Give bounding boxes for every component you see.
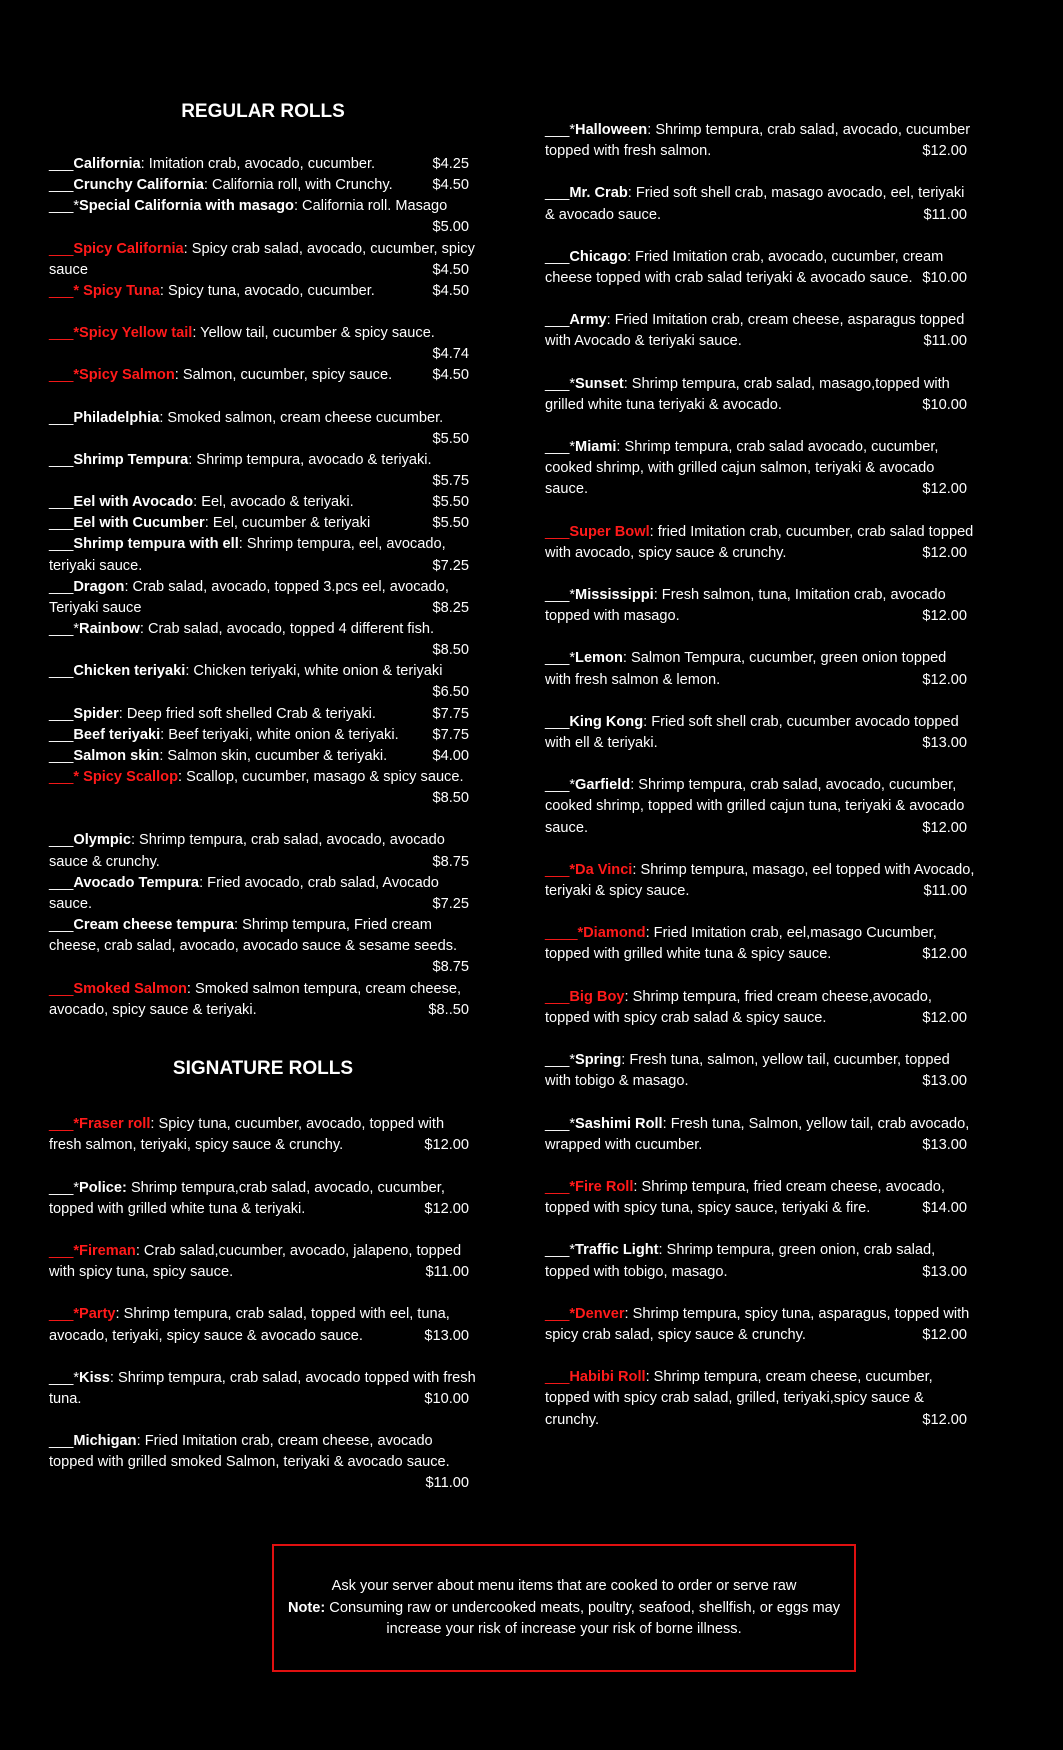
item-name: Beef teriyaki [73, 726, 161, 743]
item-name: Garfield [575, 777, 631, 794]
spacer [49, 1283, 477, 1304]
item-name: *Fraser roll [73, 1116, 151, 1133]
item-prefix: ___* [49, 1179, 80, 1196]
item-name: Big Boy [569, 988, 625, 1005]
item-name: *Fire Roll [569, 1178, 634, 1195]
item-price: $12.00 [922, 671, 967, 688]
item-name: Chicago [569, 248, 627, 265]
item-description: : Scallop, cucumber, masago & spicy sauce. [178, 769, 464, 786]
item-description: : Salmon, cucumber, spicy sauce. [174, 367, 393, 384]
item-name: Philadelphia [73, 409, 160, 426]
item-prefix: ___ [545, 1369, 570, 1386]
item-price: $4.74 [432, 346, 469, 363]
item-name: Spring [575, 1052, 622, 1069]
item-price: $8..50 [428, 1001, 469, 1018]
item-prefix: ___ [49, 515, 74, 532]
spacer [545, 289, 975, 310]
spacer [545, 839, 975, 860]
item-description: : Fried Imitation crab, eel,masago Cucumber, topped with grilled white tuna & spicy sauce. [545, 925, 937, 963]
item-price: $12.00 [922, 1009, 967, 1026]
item-price: $5.75 [432, 472, 469, 489]
item-description: : Eel, avocado & teriyaki. [193, 494, 354, 511]
spacer [545, 902, 975, 923]
spacer [545, 226, 975, 247]
item-price: $8.50 [432, 790, 469, 807]
item-prefix: ___* [49, 198, 80, 215]
item-description: : Shrimp tempura, crab salad, avocado, avocado sauce & crunchy. [49, 832, 445, 870]
item-prefix: ___* [49, 621, 80, 638]
item-description: : Shrimp tempura, eel, avocado, teriyaki sauce. [49, 536, 446, 574]
item-name: King Kong [569, 713, 644, 730]
signature-rolls-list [49, 1114, 477, 1494]
item-description: : Shrimp tempura, fried cream cheese,avocado, topped with spicy crab salad & spicy sauce. [545, 988, 932, 1026]
item-prefix: ___ [49, 494, 74, 511]
item-name: Lemon [575, 650, 623, 667]
item-name: Traffic Light [575, 1242, 659, 1259]
menu-item [545, 522, 975, 564]
item-price: $6.50 [432, 684, 469, 701]
item-name: *Party [73, 1306, 116, 1323]
menu-item [545, 374, 975, 416]
item-prefix: ___ [49, 283, 74, 300]
item-price: $11.00 [425, 1475, 469, 1492]
note-text: Consuming raw or undercooked meats, poultry, seafood, shellfish, or eggs may increase your risk of increase your risk of borne illness. [325, 1599, 841, 1637]
item-description: : Shrimp tempura, green onion, crab salad, topped with tobigo, masago. [545, 1242, 936, 1280]
item-price: $4.50 [432, 367, 469, 384]
menu-item [545, 183, 975, 225]
item-name: Kiss [79, 1369, 110, 1386]
item-prefix: ___ [49, 705, 74, 722]
item-description: : Deep fried soft shelled Crab & teriyaki. [118, 705, 376, 722]
menu-item [49, 1304, 477, 1346]
item-name: *Fireman [73, 1242, 136, 1259]
menu-item [49, 725, 477, 746]
item-description: : Shrimp tempura, cream cheese, cucumber, topped with spicy crab salad, grilled, teriyaki,spicy sauce & crunchy. [545, 1369, 933, 1428]
spacer [545, 1283, 975, 1304]
item-price: $12.00 [922, 1326, 967, 1343]
spacer [49, 1220, 477, 1241]
item-price: $11.00 [425, 1264, 469, 1281]
item-price: $7.25 [432, 896, 469, 913]
item-prefix: ___* [545, 1242, 576, 1259]
item-price: $5.50 [432, 430, 469, 447]
item-prefix: ___ [49, 451, 74, 468]
item-description: : California roll. Masago [293, 198, 448, 215]
item-name: Rainbow [79, 621, 140, 638]
item-price: $14.00 [922, 1200, 967, 1217]
regular-rolls-title: REGULAR ROLLS [181, 101, 345, 122]
spacer [545, 691, 975, 712]
spacer [545, 353, 975, 374]
menu-item [545, 1050, 975, 1092]
item-name: Miami [575, 439, 617, 456]
item-description: : Spicy tuna, avocado, cucumber. [159, 283, 375, 300]
menu-item [49, 767, 477, 809]
item-description: : Fried soft shell crab, masago avocado, eel, teriyaki & avocado sauce. [545, 185, 965, 223]
item-description: : Yellow tail, cucumber & spicy sauce. [192, 325, 435, 342]
item-description: : Chicken teriyaki, white onion & teriyaki [185, 663, 443, 680]
item-description: : Shrimp tempura, crab salad, masago,topped with grilled white tuna teriyaki & avocado. [545, 375, 950, 413]
item-price: $12.00 [922, 481, 967, 498]
item-prefix: ___ [545, 1305, 570, 1322]
item-name: *Spicy Yellow tail [73, 325, 193, 342]
item-name: Mississippi [575, 587, 654, 604]
menu-item [49, 619, 477, 661]
item-description: : Shrimp tempura, spicy tuna, asparagus, topped with spicy crab salad, spicy sauce & crunchy. [545, 1305, 970, 1343]
menu-item [49, 154, 477, 175]
item-prefix: ___ [49, 1306, 74, 1323]
item-prefix: ___ [49, 769, 74, 786]
item-price: $12.00 [424, 1137, 469, 1154]
item-name: * Spicy Tuna [73, 283, 160, 300]
item-description: : Shrimp tempura, crab salad, avocado, cucumber topped with fresh salmon. [545, 122, 971, 160]
item-price: $10.00 [922, 270, 967, 287]
spacer [545, 754, 975, 775]
item-description: : Crab salad, avocado, topped 4 different fish. [139, 621, 435, 638]
item-name: *Spicy Salmon [73, 367, 175, 384]
item-description: : Fresh tuna, Salmon, yellow tail, crab avocado, wrapped with cucumber. [545, 1115, 970, 1153]
item-name: Chicken teriyaki [73, 663, 186, 680]
item-prefix: ___ [49, 832, 74, 849]
spacer [545, 1346, 975, 1367]
menu-item [545, 987, 975, 1029]
item-name: California [73, 156, 141, 172]
menu-item [49, 1114, 477, 1156]
item-prefix: ___* [545, 439, 576, 456]
menu-item [49, 513, 477, 534]
item-name: Spicy California [73, 240, 184, 257]
item-price: $10.00 [922, 396, 967, 413]
menu-item [49, 365, 477, 386]
menu-item [545, 120, 975, 162]
item-price: $12.00 [922, 544, 967, 561]
item-name: Crunchy California [73, 177, 204, 194]
item-prefix: ___ [49, 663, 74, 680]
menu-item [49, 281, 477, 302]
item-prefix: ___ [545, 312, 570, 329]
menu-item [49, 323, 477, 365]
menu-item [545, 1367, 975, 1431]
menu-item [49, 492, 477, 513]
item-name: Sashimi Roll [575, 1115, 663, 1132]
item-name: Cream cheese tempura [73, 917, 234, 934]
item-prefix: ___* [545, 587, 576, 604]
item-name: *Denver [569, 1305, 625, 1322]
item-name: Dragon [73, 578, 125, 595]
item-name: Olympic [73, 832, 131, 849]
item-price: $12.00 [922, 608, 967, 625]
item-price: $12.00 [424, 1200, 469, 1217]
spacer [49, 1410, 477, 1431]
spacer [545, 501, 975, 522]
item-price: $5.50 [432, 494, 469, 511]
item-description: : Eel, cucumber & teriyaki [204, 515, 371, 532]
item-price: $12.00 [922, 143, 967, 160]
item-prefix: ___* [545, 375, 576, 392]
item-price: $12.00 [922, 1411, 967, 1428]
item-description: : Fresh tuna, salmon, yellow tail, cucumber, topped with tobigo & masago. [545, 1052, 950, 1090]
item-prefix: ___ [49, 1242, 74, 1259]
item-price: $4.50 [432, 283, 469, 300]
menu-item [545, 712, 975, 754]
menu-item [49, 746, 477, 767]
item-prefix: ___ [49, 578, 74, 595]
spacer [545, 564, 975, 585]
menu-item [49, 577, 477, 619]
spacer [49, 809, 477, 830]
item-name: Smoked Salmon [73, 980, 187, 997]
item-prefix: ___ [545, 1178, 570, 1195]
menu-item [545, 1304, 975, 1346]
item-description: : Smoked salmon, cream cheese cucumber. [159, 409, 444, 426]
menu-item [49, 1178, 477, 1220]
item-prefix: ___ [49, 156, 74, 172]
item-price: $8.50 [432, 642, 469, 659]
item-description: : Shrimp tempura, crab salad, avocado, cucumber, cooked shrimp, topped with grilled cajun tuna, teriyaki & avocado sauce. [545, 777, 965, 836]
item-price: $12.00 [922, 819, 967, 836]
item-prefix: ___ [49, 240, 74, 257]
item-name: * Spicy Scallop [73, 769, 178, 786]
item-price: $4.50 [432, 177, 469, 194]
item-prefix: ___ [49, 409, 74, 426]
item-prefix: ___ [49, 874, 74, 891]
item-price: $5.50 [432, 515, 469, 532]
item-prefix: ___ [49, 177, 74, 194]
item-price: $13.00 [922, 1136, 967, 1153]
item-price: $7.75 [432, 726, 469, 743]
menu-item [49, 661, 477, 703]
item-price: $7.75 [432, 705, 469, 722]
spacer [49, 1157, 477, 1178]
item-price: $5.00 [432, 219, 469, 236]
menu-item [49, 175, 477, 196]
menu-item [49, 239, 477, 281]
item-name: Sunset [575, 375, 624, 392]
menu-item [49, 408, 477, 450]
item-prefix: ___ [545, 523, 570, 540]
item-name: Eel with Cucumber [73, 515, 205, 532]
menu-item [545, 648, 975, 690]
item-price: $12.00 [922, 946, 967, 963]
item-prefix: ___ [545, 713, 570, 730]
signature-rolls-title: SIGNATURE ROLLS [172, 1058, 354, 1080]
item-description: : Smoked salmon tempura, cream cheese, avocado, spicy sauce & teriyaki. [49, 980, 462, 1018]
item-description: : Shrimp tempura, avocado & teriyaki. [188, 451, 432, 468]
left-column [49, 0, 477, 1495]
allergy-notice [272, 1544, 856, 1672]
menu-item [545, 437, 975, 501]
item-price: $7.25 [432, 557, 469, 574]
item-prefix: ___ [49, 536, 74, 553]
signature-rolls-list-continued [545, 120, 975, 1431]
item-prefix: ___ [49, 917, 74, 934]
spacer [49, 387, 477, 408]
menu-item [49, 873, 477, 915]
item-name: Special California with masago [79, 198, 294, 215]
item-name: Michigan [73, 1433, 137, 1450]
item-price: $4.00 [432, 748, 469, 765]
item-prefix: ___ [545, 248, 570, 265]
item-description: : Fried Imitation crab, avocado, cucumber, cream cheese topped with crab salad teriyaki & avocado sauce. [545, 248, 944, 287]
item-prefix: ___ [545, 861, 570, 878]
item-price: $13.00 [922, 1073, 967, 1090]
spacer [49, 1347, 477, 1368]
item-price: $11.00 [923, 883, 967, 900]
spacer [545, 416, 975, 437]
item-prefix: ___* [545, 1115, 576, 1132]
item-name: Spider [73, 705, 119, 722]
item-prefix: ___ [545, 185, 570, 202]
menu-item [49, 196, 477, 238]
spacer [545, 1029, 975, 1050]
item-prefix: ___* [545, 777, 576, 794]
menu-item [49, 830, 477, 872]
item-price: $13.00 [424, 1327, 469, 1344]
item-description: : Beef teriyaki, white onion & teriyaki. [160, 726, 399, 743]
item-description: : Shrimp tempura, crab salad, topped with eel, tuna, avocado, teriyaki, spicy sauce & avocado sauce. [49, 1306, 450, 1344]
item-price: $11.00 [923, 333, 967, 350]
spacer [545, 1219, 975, 1240]
menu-item [545, 585, 975, 627]
item-name: Habibi Roll [569, 1369, 646, 1386]
notice-note [274, 1598, 854, 1641]
item-name: Super Bowl [569, 523, 650, 540]
spacer [545, 1093, 975, 1114]
item-description: : Imitation crab, avocado, cucumber. [140, 156, 376, 172]
item-description: : Shrimp tempura, crab salad, avocado topped with fresh tuna. [49, 1369, 476, 1407]
spacer [545, 162, 975, 183]
item-price: $8.25 [432, 600, 469, 617]
item-prefix: ___ [49, 726, 74, 743]
item-prefix: ___ [49, 367, 74, 384]
item-description: : fried Imitation crab, cucumber, crab salad topped with avocado, spicy sauce & crunchy. [545, 523, 974, 561]
item-name: Army [569, 312, 607, 329]
item-name: Halloween [575, 122, 648, 138]
item-name: Shrimp tempura with ell [73, 536, 239, 553]
item-prefix: ___* [545, 122, 576, 138]
item-name: Salmon skin [73, 748, 160, 765]
item-price: $13.00 [922, 1263, 967, 1280]
item-prefix: ___* [49, 1369, 80, 1386]
item-price: $8.75 [432, 853, 469, 870]
item-name: Mr. Crab [569, 185, 628, 202]
spacer [49, 302, 477, 323]
item-prefix: ___ [49, 1116, 74, 1133]
item-name: *Diamond [577, 925, 646, 942]
menu-item [49, 1241, 477, 1283]
item-description: : Shrimp tempura, crab salad avocado, cucumber, cooked shrimp, with grilled cajun salmon, teriyaki & avocado sauce. [545, 439, 939, 498]
item-price: $4.50 [432, 261, 469, 278]
menu-item [545, 247, 975, 289]
menu-item [545, 310, 975, 352]
item-prefix: ____ [545, 925, 578, 942]
menu-item [545, 860, 975, 902]
menu-item [49, 534, 477, 576]
item-description: : Shrimp tempura, fried cream cheese, avocado, topped with spicy tuna, spicy sauce, teriyaki & fire. [545, 1178, 945, 1217]
item-prefix: ___ [49, 980, 74, 997]
item-price: $10.00 [424, 1390, 469, 1407]
item-prefix: ___ [49, 748, 74, 765]
item-prefix: ___ [49, 1433, 74, 1450]
menu-item [545, 1177, 975, 1219]
item-description: : Crab salad, avocado, topped 3.pcs eel, avocado, Teriyaki sauce [49, 578, 449, 617]
menu-item [49, 704, 477, 725]
item-description: Shrimp tempura,crab salad, avocado, cucumber, topped with grilled white tuna & teriyaki. [49, 1179, 445, 1217]
item-description: : Shrimp tempura, masago, eel topped with Avocado, teriyaki & spicy sauce. [545, 861, 975, 900]
item-description: : Spicy crab salad, avocado, cucumber, spicy sauce [49, 240, 475, 278]
menu-item [545, 775, 975, 839]
menu-item [49, 1431, 477, 1494]
item-price: $13.00 [922, 735, 967, 752]
menu-item [49, 979, 477, 1021]
item-description: : Fresh salmon, tuna, Imitation crab, avocado topped with masago. [545, 587, 946, 625]
item-name: Avocado Tempura [73, 874, 200, 891]
spacer [545, 966, 975, 987]
item-description: : Fried avocado, crab salad, Avocado sauce. [49, 874, 439, 913]
item-description: : Fried soft shell crab, cucumber avocado topped with ell & teriyaki. [545, 713, 959, 752]
item-prefix: ___* [545, 1052, 576, 1069]
item-description: : Salmon skin, cucumber & teriyaki. [159, 748, 388, 765]
item-description: : Salmon Tempura, cucumber, green onion topped with fresh salmon & lemon. [545, 650, 947, 688]
notice-line: Ask your server about menu items that are cooked to order or serve raw [331, 1578, 797, 1594]
item-description: : California roll, with Crunchy. [203, 177, 393, 194]
menu-item [545, 1114, 975, 1156]
item-name: Shrimp Tempura [73, 451, 189, 468]
note-label: Note: [287, 1599, 326, 1616]
item-price: $11.00 [923, 206, 967, 223]
item-prefix: ___ [49, 325, 74, 342]
item-price: $4.25 [432, 156, 469, 172]
item-description: : Spicy tuna, cucumber, avocado, topped with fresh salmon, teriyaki, spicy sauce & crunchy. [49, 1116, 445, 1154]
item-description: : Fried Imitation crab, cream cheese, asparagus topped with Avocado & teriyaki sauce. [545, 312, 965, 350]
right-column [545, 0, 975, 1431]
menu-item [545, 1240, 975, 1282]
menu-item [49, 915, 477, 978]
item-price: $8.75 [432, 959, 469, 976]
item-description: : Crab salad,cucumber, avocado, jalapeno, topped with spicy tuna, spicy sauce. [49, 1242, 462, 1281]
menu-item [49, 1368, 477, 1410]
regular-rolls-list [49, 154, 477, 1021]
item-description: : Shrimp tempura, Fried cream cheese, crab salad, avocado, avocado sauce & sesame seeds. [49, 917, 458, 955]
item-name: Police: [79, 1179, 127, 1196]
item-prefix: ___ [545, 988, 570, 1005]
item-name: Eel with Avocado [73, 494, 194, 511]
item-prefix: ___* [545, 650, 576, 667]
menu-item [545, 923, 975, 965]
spacer [545, 627, 975, 648]
item-name: *Da Vinci [569, 861, 633, 878]
spacer [545, 1156, 975, 1177]
item-description: : Fried Imitation crab, cream cheese, avocado topped with grilled smoked Salmon, teriyaki & avocado sauce. [49, 1433, 450, 1471]
menu-item [49, 450, 477, 492]
